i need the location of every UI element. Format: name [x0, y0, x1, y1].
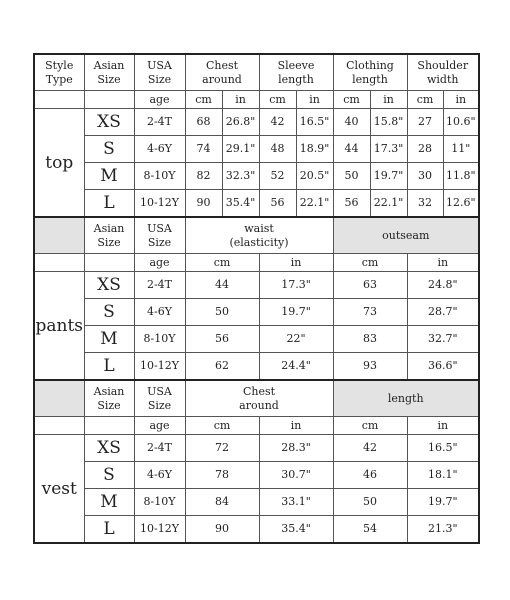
measurement — [185, 136, 222, 163]
unit-label — [185, 91, 222, 109]
unit-label — [333, 417, 407, 435]
measurement-text: 78 — [215, 468, 229, 481]
category-vest — [34, 435, 84, 544]
asian-size-text: XS — [97, 438, 121, 458]
unit-label-text: cm — [343, 92, 360, 106]
unit-label-text: cm — [213, 418, 231, 432]
measurement-text: 20.5" — [299, 169, 330, 182]
usa-age — [134, 353, 185, 381]
unit-label-text: in — [437, 418, 449, 432]
measurement-text: 15.8" — [373, 115, 404, 128]
measurement — [333, 326, 407, 353]
unit-label — [259, 254, 333, 272]
category-vest-text: vest — [41, 478, 77, 499]
usa-age-text: 4-6Y — [147, 468, 172, 481]
asian-size-text: XS — [97, 112, 121, 132]
usa-age-text: 2-4T — [146, 441, 173, 454]
measurement — [333, 272, 407, 299]
unit-label-text: in — [383, 92, 394, 106]
unit-label — [407, 417, 479, 435]
measurement-text: 35.4" — [225, 196, 256, 209]
measurement-text: 11.8" — [445, 169, 476, 182]
usa-age-text: 8-10Y — [143, 495, 176, 508]
measurement — [185, 109, 222, 136]
header-shoulder — [407, 54, 479, 91]
measurement — [259, 326, 333, 353]
asian-size — [84, 353, 134, 381]
asian-size — [84, 163, 134, 190]
table-row — [34, 353, 479, 381]
measurement — [185, 435, 259, 462]
measurement-text: 19.7" — [427, 495, 458, 508]
measurement-text: 16.5" — [427, 441, 458, 454]
unit-label — [185, 254, 259, 272]
unit-label-text: age — [149, 418, 170, 432]
measurement-text: 29.1" — [225, 142, 256, 155]
usa-age-text: 2-4T — [146, 115, 173, 128]
usa-age — [134, 462, 185, 489]
measurement — [296, 109, 333, 136]
unit-label-text: cm — [361, 418, 379, 432]
measurement — [407, 299, 479, 326]
header-outseam-text: outseam — [382, 228, 430, 242]
unit-label — [259, 91, 296, 109]
asian-size-text: S — [103, 465, 115, 485]
table-row — [34, 163, 479, 190]
measurement-text: 18.9" — [299, 142, 330, 155]
size-chart-body — [34, 54, 479, 543]
header-asian-size-text: Size — [97, 235, 121, 249]
unit-label — [333, 91, 370, 109]
measurement — [185, 489, 259, 516]
table-row — [34, 299, 479, 326]
unit-label — [333, 254, 407, 272]
table-row — [34, 272, 479, 299]
measurement — [333, 353, 407, 381]
measurement — [259, 163, 296, 190]
header-waist-text: (elasticity) — [229, 235, 289, 249]
measurement-text: 74 — [196, 142, 211, 155]
table-row — [34, 109, 479, 136]
header-sleeve-text: Sleeve — [277, 58, 315, 72]
measurement-text: 24.8" — [427, 278, 458, 291]
header-usa-size — [134, 54, 185, 91]
unit-label — [407, 91, 443, 109]
measurement-text: 22.1" — [299, 196, 330, 209]
measurement — [222, 163, 259, 190]
measurement-text: 50 — [215, 305, 229, 318]
measurement — [185, 353, 259, 381]
usa-age — [134, 109, 185, 136]
measurement — [443, 190, 479, 218]
asian-size — [84, 516, 134, 544]
measurement-text: 16.5" — [299, 115, 330, 128]
unit-label-text: cm — [361, 255, 379, 269]
measurement — [296, 163, 333, 190]
unit-label — [185, 417, 259, 435]
blank-cell — [34, 380, 84, 417]
unit-label-text: in — [235, 92, 246, 106]
header-asian-size — [84, 54, 134, 91]
measurement — [333, 435, 407, 462]
header-waist — [185, 217, 333, 254]
asian-size-text: M — [100, 329, 118, 349]
measurement-text: 18.1" — [427, 468, 458, 481]
measurement-text: 19.7" — [281, 305, 311, 318]
asian-size — [84, 489, 134, 516]
measurement-text: 12.6" — [445, 196, 476, 209]
unit-label-text: in — [290, 418, 302, 432]
measurement-text: 56 — [344, 196, 359, 209]
measurement-text: 44 — [344, 142, 359, 155]
measurement-text: 36.6" — [427, 359, 458, 372]
asian-size — [84, 272, 134, 299]
header-asian-size-text: Size — [97, 72, 121, 86]
measurement-text: 27 — [418, 115, 432, 128]
header-length — [333, 380, 479, 417]
measurement — [259, 190, 296, 218]
asian-size — [84, 326, 134, 353]
measurement-text: 90 — [215, 522, 229, 535]
measurement-text: 22.1" — [373, 196, 404, 209]
measurement — [259, 109, 296, 136]
measurement — [407, 190, 443, 218]
header-sleeve-text: length — [278, 72, 314, 86]
header-style-type — [34, 54, 84, 91]
header-chest-text: around — [202, 72, 242, 86]
unit-label-text: cm — [416, 92, 434, 106]
unit-label — [222, 91, 259, 109]
measurement — [407, 326, 479, 353]
measurement-text: 73 — [363, 305, 377, 318]
measurement-text: 32.7" — [427, 332, 458, 345]
table-row — [34, 435, 479, 462]
usa-age — [134, 326, 185, 353]
asian-size-text: XS — [97, 275, 121, 295]
usa-age-text: 10-12Y — [140, 359, 179, 372]
measurement — [443, 109, 479, 136]
header-usa-size — [134, 380, 185, 417]
measurement-text: 28.3" — [281, 441, 311, 454]
measurement-text: 83 — [363, 332, 377, 345]
measurement — [259, 136, 296, 163]
measurement — [259, 462, 333, 489]
unit-label-text: in — [455, 92, 467, 106]
usa-age — [134, 272, 185, 299]
measurement-text: 44 — [215, 278, 229, 291]
measurement — [259, 489, 333, 516]
measurement-text: 50 — [363, 495, 377, 508]
measurement — [185, 163, 222, 190]
measurement-text: 56 — [215, 332, 229, 345]
measurement — [333, 190, 370, 218]
header-usa-size-text: USA — [147, 384, 172, 398]
measurement — [407, 272, 479, 299]
measurement-text: 93 — [363, 359, 377, 372]
blank-cell — [84, 91, 134, 109]
measurement — [185, 462, 259, 489]
table-row — [34, 190, 479, 218]
measurement-text: 22" — [286, 332, 306, 345]
unit-label — [134, 254, 185, 272]
asian-size — [84, 435, 134, 462]
asian-size-text: M — [100, 492, 118, 512]
table-row — [34, 462, 479, 489]
measurement-text: 32.3" — [225, 169, 256, 182]
measurement-text: 82 — [196, 169, 211, 182]
header-asian-size-text: Asian — [93, 384, 125, 398]
measurement — [333, 516, 407, 544]
asian-size — [84, 109, 134, 136]
measurement-text: 46 — [363, 468, 377, 481]
measurement — [370, 136, 407, 163]
asian-size-text: S — [103, 302, 115, 322]
unit-label — [134, 417, 185, 435]
category-pants-text: pants — [35, 315, 84, 336]
category-top-text: top — [45, 152, 74, 173]
measurement — [333, 462, 407, 489]
unit-label-text: age — [149, 92, 170, 106]
measurement-text: 42 — [270, 115, 285, 128]
header-asian-size-text: Size — [97, 398, 121, 412]
table-row — [34, 516, 479, 544]
measurement-text: 62 — [215, 359, 229, 372]
usa-age — [134, 489, 185, 516]
measurement — [370, 163, 407, 190]
header-length-text: length — [387, 391, 424, 405]
header-chest-text: around — [239, 398, 279, 412]
measurement — [443, 136, 479, 163]
measurement — [333, 163, 370, 190]
measurement-text: 21.3" — [427, 522, 458, 535]
asian-size — [84, 136, 134, 163]
header-clothing-text: length — [352, 72, 388, 86]
asian-size — [84, 190, 134, 218]
asian-size-text: L — [103, 193, 115, 213]
blank-cell — [34, 91, 84, 109]
usa-age — [134, 190, 185, 218]
unit-label-text: in — [309, 92, 320, 106]
measurement-text: 52 — [270, 169, 285, 182]
measurement — [185, 190, 222, 218]
header-asian-size — [84, 380, 134, 417]
header-outseam — [333, 217, 479, 254]
unit-label-text: age — [149, 255, 170, 269]
measurement-text: 35.4" — [281, 522, 311, 535]
measurement — [222, 136, 259, 163]
table-row — [34, 417, 479, 435]
measurement-text: 33.1" — [281, 495, 311, 508]
header-waist-text: waist — [244, 221, 274, 235]
unit-label — [296, 91, 333, 109]
measurement — [222, 190, 259, 218]
measurement — [443, 163, 479, 190]
measurement — [407, 516, 479, 544]
usa-age-text: 10-12Y — [140, 522, 179, 535]
header-usa-size-text: USA — [147, 58, 172, 72]
table-row — [34, 91, 479, 109]
measurement-text: 40 — [344, 115, 359, 128]
measurement — [259, 516, 333, 544]
header-usa-size-text: Size — [147, 235, 172, 249]
usa-age-text: 2-4T — [146, 278, 173, 291]
measurement — [407, 109, 443, 136]
category-pants — [34, 272, 84, 381]
measurement — [370, 190, 407, 218]
size-chart-table — [33, 53, 480, 544]
table-row — [34, 136, 479, 163]
measurement — [407, 163, 443, 190]
measurement — [333, 489, 407, 516]
measurement-text: 30.7" — [281, 468, 311, 481]
measurement — [407, 489, 479, 516]
measurement-text: 68 — [196, 115, 211, 128]
measurement-text: 72 — [215, 441, 229, 454]
measurement-text: 24.4" — [281, 359, 311, 372]
usa-age — [134, 136, 185, 163]
measurement — [185, 516, 259, 544]
measurement-text: 90 — [196, 196, 211, 209]
measurement — [185, 326, 259, 353]
unit-label-text: cm — [195, 92, 212, 106]
size-chart — [33, 53, 478, 544]
header-chest — [185, 54, 259, 91]
table-row — [34, 217, 479, 254]
measurement — [185, 299, 259, 326]
measurement-text: 17.3" — [281, 278, 311, 291]
usa-age-text: 8-10Y — [143, 169, 176, 182]
header-usa-size-text: Size — [147, 398, 172, 412]
header-sleeve — [259, 54, 333, 91]
measurement — [407, 353, 479, 381]
measurement-text: 28 — [418, 142, 432, 155]
measurement-text: 50 — [344, 169, 359, 182]
measurement — [333, 109, 370, 136]
header-style-type-text: Type — [45, 72, 73, 86]
header-asian-size — [84, 217, 134, 254]
unit-label — [443, 91, 479, 109]
unit-label-text: in — [437, 255, 449, 269]
table-row — [34, 54, 479, 91]
measurement — [222, 109, 259, 136]
header-shoulder-text: width — [427, 72, 459, 86]
unit-label — [259, 417, 333, 435]
unit-label — [134, 91, 185, 109]
measurement-text: 63 — [363, 278, 377, 291]
measurement-text: 26.8" — [225, 115, 256, 128]
header-usa-size-text: Size — [147, 72, 172, 86]
usa-age — [134, 299, 185, 326]
asian-size-text: S — [103, 139, 115, 159]
measurement-text: 56 — [270, 196, 285, 209]
usa-age — [134, 516, 185, 544]
unit-label-text: in — [290, 255, 302, 269]
header-style-type-text: Style — [45, 58, 74, 72]
measurement — [185, 272, 259, 299]
usa-age — [134, 435, 185, 462]
header-chest — [185, 380, 333, 417]
usa-age-text: 10-12Y — [140, 196, 179, 209]
measurement — [259, 435, 333, 462]
measurement — [333, 299, 407, 326]
measurement-text: 28.7" — [427, 305, 458, 318]
measurement — [259, 299, 333, 326]
usa-age-text: 8-10Y — [143, 332, 176, 345]
asian-size-text: M — [100, 166, 118, 186]
unit-label — [370, 91, 407, 109]
measurement — [259, 272, 333, 299]
measurement-text: 54 — [363, 522, 377, 535]
measurement — [407, 435, 479, 462]
header-usa-size — [134, 217, 185, 254]
measurement-text: 11" — [451, 142, 471, 155]
blank-cell — [84, 417, 134, 435]
header-shoulder-text: Shoulder — [417, 58, 469, 72]
asian-size — [84, 462, 134, 489]
header-asian-size-text: Asian — [93, 221, 125, 235]
measurement — [296, 190, 333, 218]
measurement-text: 48 — [270, 142, 285, 155]
header-usa-size-text: USA — [147, 221, 172, 235]
usa-age — [134, 163, 185, 190]
table-row — [34, 326, 479, 353]
blank-cell — [34, 217, 84, 254]
measurement — [407, 462, 479, 489]
header-chest-text: Chest — [205, 58, 239, 72]
unit-label-text: cm — [213, 255, 231, 269]
measurement-text: 30 — [418, 169, 432, 182]
blank-cell — [34, 254, 84, 272]
usa-age-text: 4-6Y — [147, 305, 172, 318]
measurement-text: 84 — [215, 495, 229, 508]
measurement — [259, 353, 333, 381]
measurement-text: 10.6" — [445, 115, 476, 128]
blank-cell — [84, 254, 134, 272]
unit-label — [407, 254, 479, 272]
table-row — [34, 489, 479, 516]
table-row — [34, 380, 479, 417]
measurement-text: 32 — [418, 196, 432, 209]
category-top — [34, 109, 84, 218]
measurement — [296, 136, 333, 163]
asian-size-text: L — [103, 356, 115, 376]
table-row — [34, 254, 479, 272]
measurement — [407, 136, 443, 163]
usa-age-text: 4-6Y — [147, 142, 172, 155]
blank-cell — [34, 417, 84, 435]
asian-size-text: L — [103, 519, 115, 539]
header-clothing — [333, 54, 407, 91]
asian-size — [84, 299, 134, 326]
measurement — [370, 109, 407, 136]
measurement — [333, 136, 370, 163]
header-clothing-text: Clothing — [346, 58, 394, 72]
header-asian-size-text: Asian — [93, 58, 125, 72]
unit-label-text: cm — [269, 92, 286, 106]
measurement-text: 42 — [363, 441, 377, 454]
measurement-text: 19.7" — [373, 169, 404, 182]
measurement-text: 17.3" — [373, 142, 404, 155]
header-chest-text: Chest — [242, 384, 276, 398]
